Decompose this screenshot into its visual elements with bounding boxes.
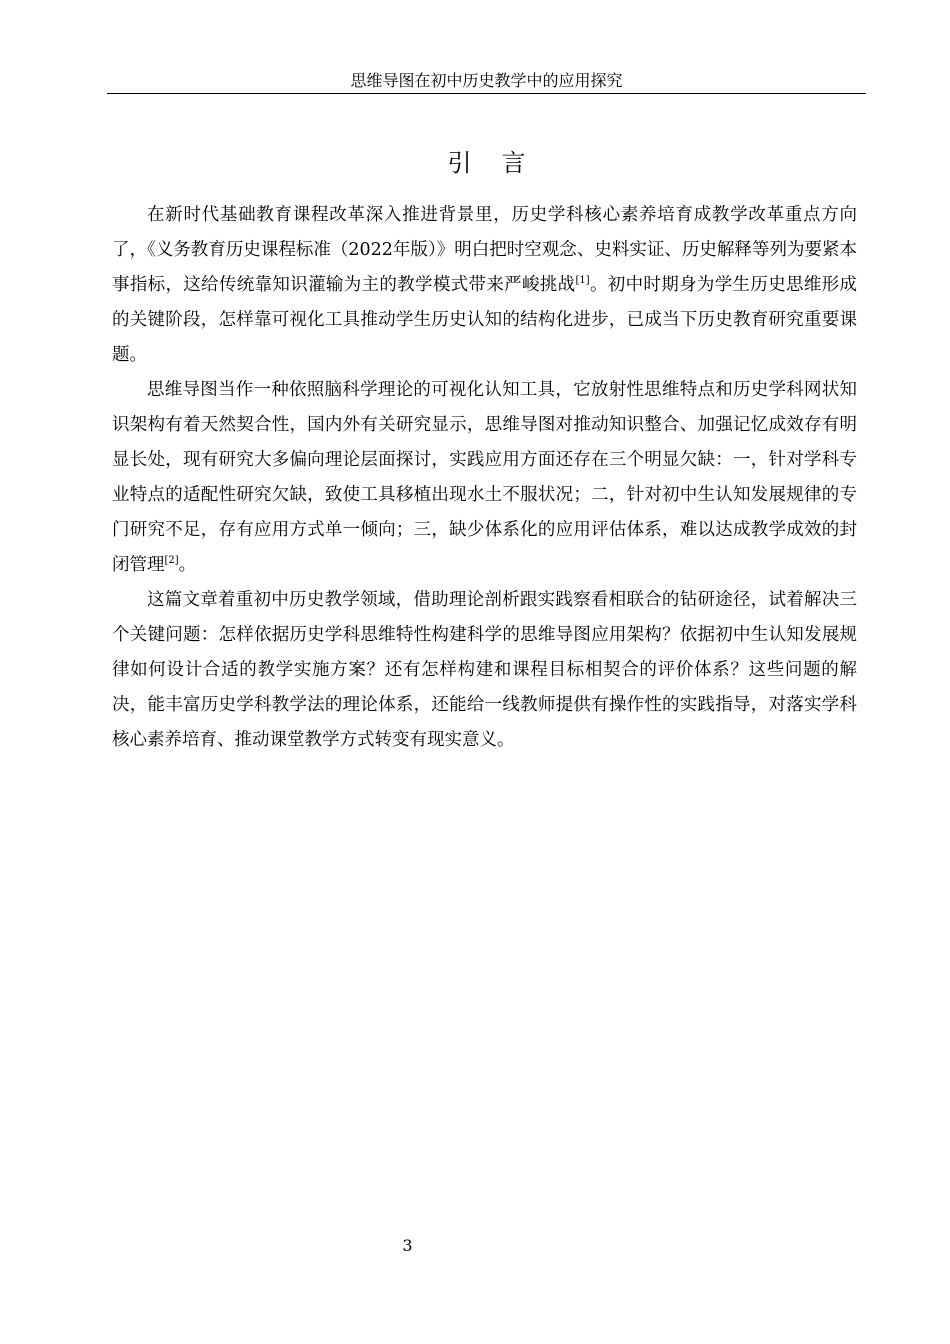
paragraph-1-tail: 。初中时期身为学生历史思维形成的关键阶段，怎样靠可视化工具推动学生历史认知的结构化进步，已成当下历史教育研究重要课题。	[112, 275, 858, 365]
running-header: 思维导图在初中历史教学中的应用探究	[107, 70, 866, 94]
paragraph-2-text: 思维导图当作一种依照脑科学理论的可视化认知工具，它放射性思维特点和历史学科网状知识架构有着天然契合性，国内外有关研究显示，思维导图对推动知识整合、加强记忆成效存有明显长处，现有研究大多偏向理论层面探讨，实践应用方面还存在三个明显欠缺：一，针对学科专业特点的适配性研究欠缺，致使工具移植出现水土不服状况；二，针对初中生认知发展规律的专门研究不足，存有应用方式单一倾向；三，缺少体系化的应用评估体系，难以达成教学成效的封闭管理	[112, 380, 857, 575]
citation-2: [2]	[164, 555, 179, 567]
paragraph-2-tail: 。	[178, 555, 197, 575]
citation-1: [1]	[575, 275, 590, 287]
body-text	[112, 198, 857, 758]
paragraph-1	[112, 198, 857, 373]
paragraph-2	[112, 373, 857, 583]
paragraph-1-text: 在新时代基础教育课程改革深入推进背景里，历史学科核心素养培育成教学改革重点方向了，《义务教育历史课程标准（2022年版）》明白把时空观念、史料实证、历史解释等列为要紧本事指标，这给传统靠知识灌输为主的教学模式带来严峻挑战	[112, 205, 857, 295]
section-title: 引言	[447, 149, 556, 177]
page-number: 3	[402, 1236, 413, 1255]
paragraph-3-text: 这篇文章着重初中历史教学领域，借助理论剖析跟实践察看相联合的钻研途径，试着解决三个关键问题：怎样依据历史学科思维特性构建科学的思维导图应用架构？依据初中生认知发展规律如何设计合适的教学实施方案？还有怎样构建和课程目标相契合的评价体系？这些问题的解决，能丰富历史学科教学法的理论体系，还能给一线教师提供有操作性的实践指导，对落实学科核心素养培育、推动课堂教学方式转变有现实意义。	[112, 590, 857, 750]
paragraph-3	[112, 583, 857, 758]
